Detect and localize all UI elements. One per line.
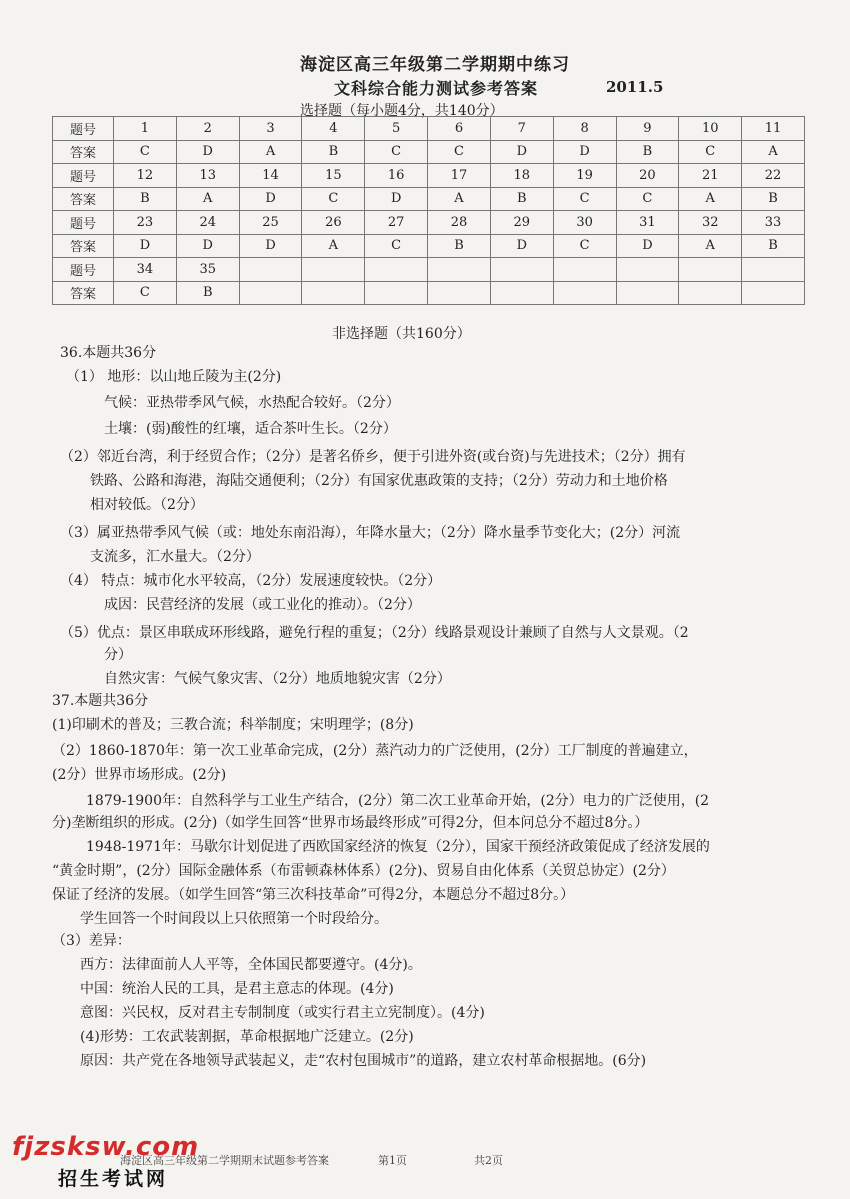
text-line: （3）属亚热带季风气候（或：地处东南沿海），年降水量大；（2分）降水量季节变化大；(2分）河流 [60, 525, 681, 541]
answer-cell [553, 281, 616, 305]
text-line: 相对较低。（2分） [90, 497, 204, 513]
question-number-cell: 4 [302, 117, 365, 141]
question-number-cell: 35 [176, 258, 239, 282]
text-line: 原因：共产党在各地领导武装起义，走“农村包围城市”的道路，建立农村革命根据地。(6分) [80, 1053, 647, 1069]
answer-cell [490, 281, 553, 305]
question-number-cell: 8 [553, 117, 616, 141]
answer-cell: A [679, 234, 742, 258]
text-line: （4） 特点：城市化水平较高，（2分）发展速度较快。（2分） [60, 573, 442, 589]
answer-cell: C [114, 140, 177, 164]
answer-cell: B [742, 234, 805, 258]
answer-cell: A [176, 187, 239, 211]
question-number-cell: 12 [114, 164, 177, 188]
text-line: （1） 地形：以山地丘陵为主(2分) [66, 369, 282, 385]
question-number-cell: 11 [742, 117, 805, 141]
text-line: 铁路、公路和海港，海陆交通便利；（2分）有国家优惠政策的支持；（2分）劳动力和土地价格 [90, 473, 668, 489]
question-number-row [53, 117, 805, 141]
q37-heading: 37.本题共36分 [52, 693, 149, 709]
row-label-cell: 题号 [53, 258, 114, 282]
question-number-cell [302, 258, 365, 282]
question-number-cell: 23 [114, 211, 177, 235]
answer-cell: A [742, 140, 805, 164]
text-line: 分)垄断组织的形成。(2分)（如学生回答“世界市场最终形成”可得2分，但本问总分不超过8分。） [52, 815, 649, 831]
question-number-row [53, 164, 805, 188]
free-response-heading: 非选择题（共160分） [332, 326, 471, 342]
answer-row [53, 187, 805, 211]
exam-date: 2011.5 [606, 78, 664, 96]
text-line: 土壤：(弱)酸性的红壤，适合茶叶生长。（2分） [104, 421, 397, 437]
q36-heading: 36.本题共36分 [60, 345, 157, 361]
text-line: 1948-1971年：马歇尔计划促进了西欧国家经济的恢复（2分），国家干预经济政策促成了经济发展的 [86, 839, 710, 855]
question-number-cell: 32 [679, 211, 742, 235]
text-line: 气候：亚热带季风气候，水热配合较好。（2分） [104, 395, 400, 411]
question-number-cell: 19 [553, 164, 616, 188]
question-number-cell: 30 [553, 211, 616, 235]
answer-cell: C [114, 281, 177, 305]
answer-cell [428, 281, 491, 305]
answer-cell: A [679, 187, 742, 211]
question-number-cell: 14 [239, 164, 302, 188]
question-number-cell: 21 [679, 164, 742, 188]
question-number-cell [679, 258, 742, 282]
question-number-cell: 7 [490, 117, 553, 141]
text-line: 意图：兴民权，反对君主专制制度（或实行君主立宪制度）。(4分) [80, 1005, 485, 1021]
text-line: 西方：法律面前人人平等，全体国民都要遵守。(4分)。 [80, 957, 422, 973]
question-number-cell [428, 258, 491, 282]
question-number-cell: 33 [742, 211, 805, 235]
text-line: (4)形势：工农武装割据，革命根据地广泛建立。(2分) [80, 1029, 414, 1045]
answer-cell: D [114, 234, 177, 258]
question-number-cell: 25 [239, 211, 302, 235]
question-number-cell: 31 [616, 211, 679, 235]
text-line: （3）差异： [52, 933, 131, 949]
text-line: 支流多，汇水量大。（2分） [90, 549, 260, 565]
text-line: 分） [104, 647, 132, 663]
answer-cell: A [239, 140, 302, 164]
question-number-row [53, 211, 805, 235]
question-number-cell: 29 [490, 211, 553, 235]
text-line: 中国：统治人民的工具，是君主意志的体现。(4分) [80, 981, 394, 997]
text-line: 学生回答一个时间段以上只依照第一个时段给分。 [80, 911, 388, 927]
multiple-choice-heading: 选择题（每小题4分，共140分） [300, 103, 504, 119]
text-line: （2）1860-1870年：第一次工业革命完成，(2分）蒸汽动力的广泛使用，(2分）工厂制度的普遍建立， [52, 743, 698, 759]
answer-cell: D [490, 234, 553, 258]
question-number-cell [742, 258, 805, 282]
page-title: 海淀区高三年级第二学期期中练习 [300, 55, 570, 75]
question-number-cell [365, 258, 428, 282]
answer-cell: C [553, 234, 616, 258]
question-number-cell: 17 [428, 164, 491, 188]
answer-cell [365, 281, 428, 305]
question-number-cell: 18 [490, 164, 553, 188]
question-number-row [53, 258, 805, 282]
question-number-cell [553, 258, 616, 282]
answer-cell: B [302, 140, 365, 164]
question-number-cell: 20 [616, 164, 679, 188]
row-label-cell: 答案 [53, 234, 114, 258]
answer-cell: D [176, 234, 239, 258]
question-number-cell: 3 [239, 117, 302, 141]
text-line: 自然灾害：气候气象灾害、（2分）地质地貌灾害（2分） [104, 671, 451, 687]
question-number-cell: 5 [365, 117, 428, 141]
answer-row [53, 281, 805, 305]
page-subtitle: 文科综合能力测试参考答案 [334, 79, 539, 98]
answer-row [53, 234, 805, 258]
question-number-cell: 6 [428, 117, 491, 141]
answer-cell: B [742, 187, 805, 211]
answer-cell: B [114, 187, 177, 211]
answer-cell: D [239, 234, 302, 258]
footer-page-number: 第1页 [378, 1154, 407, 1167]
answer-cell: C [679, 140, 742, 164]
answer-cell [616, 281, 679, 305]
answer-cell: B [428, 234, 491, 258]
answer-cell: C [302, 187, 365, 211]
answer-cell: C [616, 187, 679, 211]
watermark-site-name: 招生考试网 [58, 1168, 169, 1190]
text-line: （2）邻近台湾，利于经贸合作；（2分）是著名侨乡，便于引进外资(或台资)与先进技术；（2分）拥有 [60, 449, 686, 465]
question-number-cell: 26 [302, 211, 365, 235]
answer-cell: C [553, 187, 616, 211]
question-number-cell: 28 [428, 211, 491, 235]
answer-cell: D [239, 187, 302, 211]
answer-cell [239, 281, 302, 305]
row-label-cell: 答案 [53, 281, 114, 305]
answer-cell: D [365, 187, 428, 211]
text-line: 保证了经济的发展。（如学生回答“第三次科技革命”可得2分，本题总分不超过8分。） [52, 887, 575, 903]
text-line: (1)印刷术的普及；三教合流；科举制度；宋明理学；(8分) [52, 717, 414, 733]
answer-row [53, 140, 805, 164]
answer-cell: B [176, 281, 239, 305]
question-number-cell: 15 [302, 164, 365, 188]
row-label-cell: 题号 [53, 117, 114, 141]
answer-cell: C [365, 140, 428, 164]
footer-title: 海淀区高三年级第二学期期末试题参考答案 [120, 1154, 329, 1167]
answer-cell: D [553, 140, 616, 164]
text-line: 成因：民营经济的发展（或工业化的推动）。（2分） [104, 597, 421, 613]
question-number-cell [490, 258, 553, 282]
answer-cell: B [490, 187, 553, 211]
answer-cell [302, 281, 365, 305]
answer-cell: C [428, 140, 491, 164]
question-number-cell: 24 [176, 211, 239, 235]
answer-cell: C [365, 234, 428, 258]
row-label-cell: 题号 [53, 211, 114, 235]
question-number-cell: 22 [742, 164, 805, 188]
row-label-cell: 答案 [53, 187, 114, 211]
text-line: (2分）世界市场形成。(2分) [52, 767, 227, 783]
text-line: 1879-1900年：自然科学与工业生产结合，(2分）第二次工业革命开始，(2分）电力的广泛使用，(2 [86, 793, 710, 809]
answer-cell: D [176, 140, 239, 164]
answer-cell: D [616, 234, 679, 258]
answer-cell: A [428, 187, 491, 211]
text-line: “黄金时期”，(2分）国际金融体系（布雷顿森林体系）(2分)、贸易自由化体系（关贸总协定）(2分） [52, 863, 675, 879]
question-number-cell [239, 258, 302, 282]
question-number-cell: 34 [114, 258, 177, 282]
answer-cell [742, 281, 805, 305]
question-number-cell: 2 [176, 117, 239, 141]
row-label-cell: 答案 [53, 140, 114, 164]
watermark-logo: fjzsksw.com [12, 1132, 200, 1162]
question-number-cell: 1 [114, 117, 177, 141]
answer-cell: A [302, 234, 365, 258]
question-number-cell: 27 [365, 211, 428, 235]
question-number-cell: 10 [679, 117, 742, 141]
question-number-cell: 16 [365, 164, 428, 188]
question-number-cell [616, 258, 679, 282]
question-number-cell: 9 [616, 117, 679, 141]
text-line: （5）优点：景区串联成环形线路，避免行程的重复；（2分）线路景观设计兼顾了自然与人文景观。（2 [60, 625, 689, 641]
answer-cell: D [490, 140, 553, 164]
answer-table [52, 116, 805, 305]
row-label-cell: 题号 [53, 164, 114, 188]
question-number-cell: 13 [176, 164, 239, 188]
footer-page-total: 共2页 [474, 1154, 503, 1167]
answer-cell [679, 281, 742, 305]
answer-cell: B [616, 140, 679, 164]
